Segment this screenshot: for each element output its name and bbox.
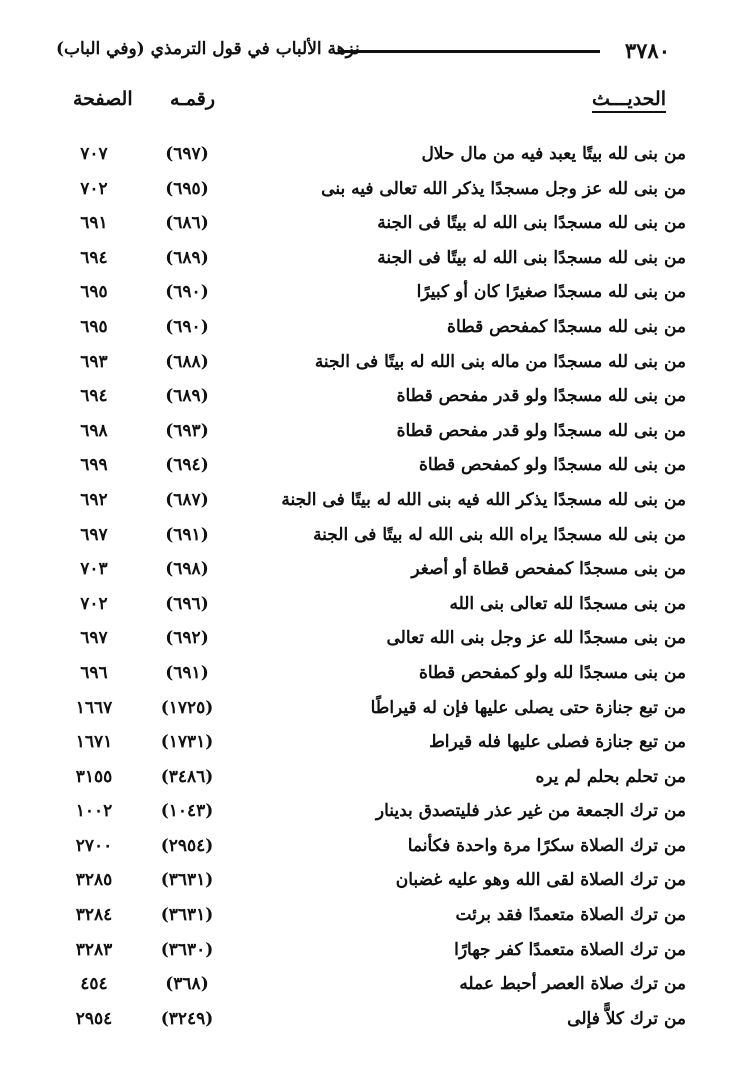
hadith-text: من ترك الصلاة متعمدًا فقد برئت (455, 905, 686, 926)
hadith-number: (٣٦٣١) (160, 870, 214, 891)
hadith-number: (٦٩٠) (165, 282, 209, 303)
running-header (56, 38, 670, 64)
book-title: نزهة الألباب في قول الترمذي (وفي الباب) (56, 39, 360, 59)
hadith-number: (٦٩٤) (165, 455, 209, 476)
index-row (56, 832, 686, 867)
hadith-text: من بنى لله عز وجل مسجدًا يذكر الله تعالى فيه بنى (321, 178, 686, 199)
index-row (56, 970, 686, 1005)
page-reference: ٦٩٧ (80, 628, 108, 649)
hadith-number: (٣٦٨) (165, 974, 209, 995)
page-reference: ٣٢٨٤ (75, 905, 113, 926)
hadith-text: من تحلم بحلم لم يره (535, 766, 686, 787)
hadith-number: (٦٨٩) (165, 386, 209, 407)
hadith-number: (٦٨٧) (165, 489, 209, 510)
hadith-number: (٦٩٥) (165, 178, 209, 199)
page-reference: ٦٩٨ (80, 420, 108, 441)
index-row (56, 175, 686, 210)
page-reference: ١٦٧١ (75, 732, 113, 753)
hadith-number: (٦٨٨) (165, 351, 209, 372)
hadith-number: (٣٦٣٠) (160, 939, 214, 960)
index-row (56, 1005, 686, 1040)
index-row (56, 313, 686, 348)
page-number: ٣٧٨٠ (624, 38, 670, 63)
hadith-number: (٦٩٧) (165, 144, 209, 164)
index-row (56, 901, 686, 936)
index-row (56, 140, 686, 175)
index-row (56, 244, 686, 279)
hadith-number: (٦٩٠) (165, 316, 209, 337)
index-row (56, 797, 686, 832)
page-reference: ٤٥٤ (80, 974, 108, 995)
index-row (56, 451, 686, 486)
index-row (56, 417, 686, 452)
page-reference: ٦٩٤ (80, 386, 108, 407)
index-row (56, 694, 686, 729)
hadith-index-list (56, 140, 686, 1039)
hadith-text: من بنى لله مسجدًا كمفحص قطاة (447, 316, 686, 337)
column-header-page: الصفحة (73, 88, 133, 110)
page-reference: ٢٧٠٠ (75, 835, 113, 856)
page-reference: ٦٩٣ (80, 351, 108, 372)
page-reference: ٦٩٥ (80, 316, 108, 337)
hadith-text: من ترك كلاًّ فإلى (567, 1008, 686, 1029)
hadith-text: من بنى لله بيتًا يعبد فيه من مال حلال (421, 144, 686, 164)
index-row (56, 521, 686, 556)
hadith-text: من بنى لله مسجدًا بنى الله له بيتًا فى الجنة (377, 247, 686, 268)
hadith-text: من بنى مسجدًا لله عز وجل بنى الله تعالى (386, 628, 686, 649)
hadith-text: من بنى لله مسجدًا ولو قدر مفحص قطاة (396, 386, 686, 407)
hadith-text: من بنى مسجدًا لله ولو كمفحص قطاة (418, 662, 686, 683)
header-rule (338, 50, 600, 53)
index-row (56, 659, 686, 694)
hadith-number: (١٧٢٥) (160, 697, 214, 718)
hadith-text: من بنى لله مسجدًا يراه الله بنى الله له بيتًا فى الجنة (313, 524, 686, 545)
page-reference: ٦٩١ (80, 213, 108, 234)
index-row (56, 936, 686, 971)
hadith-number: (٦٩١) (165, 662, 209, 683)
column-header-number: رقمـه (170, 88, 215, 110)
index-row (56, 278, 686, 313)
index-row (56, 624, 686, 659)
page-reference: ٢٩٥٤ (75, 1008, 113, 1029)
hadith-number: (٣٢٤٩) (160, 1008, 214, 1029)
hadith-text: من ترك الصلاة متعمدًا كفر جهارًا (454, 939, 686, 960)
page-reference: ٦٩٥ (80, 282, 108, 303)
page-reference: ٣٢٨٣ (75, 939, 113, 960)
hadith-number: (٦٩٢) (165, 628, 209, 649)
hadith-text: من ترك الصلاة سكرًا مرة واحدة فكأنما (407, 835, 686, 856)
index-row (56, 382, 686, 417)
page-reference: ٣١٥٥ (75, 766, 113, 787)
index-row (56, 348, 686, 383)
hadith-number: (٦٨٩) (165, 247, 209, 268)
page-reference: ٧٠٣ (80, 559, 108, 580)
page-reference: ٧٠٢ (80, 593, 108, 614)
page-reference: ٦٩٤ (80, 247, 108, 268)
hadith-number: (٦٩٨) (165, 559, 209, 580)
hadith-number: (٣٦٣١) (160, 905, 214, 926)
index-row (56, 486, 686, 521)
page-reference: ٦٩٩ (80, 455, 108, 476)
page-reference: ٦٩٦ (80, 662, 108, 683)
column-header-hadith: الحديـــث (592, 88, 666, 113)
hadith-text: من بنى لله مسجدًا يذكر الله فيه بنى الله له بيتًا فى الجنة (281, 489, 686, 510)
hadith-text: من بنى مسجدًا لله تعالى بنى الله (449, 593, 686, 614)
hadith-number: (٦٩٦) (165, 593, 209, 614)
hadith-text: من بنى لله مسجدًا صغيرًا كان أو كبيرًا (416, 282, 686, 303)
hadith-text: من بنى لله مسجدًا ولو قدر مفحص قطاة (396, 420, 686, 441)
page-reference: ١٠٠٢ (75, 801, 113, 822)
page-reference: ٦٩٢ (80, 489, 108, 510)
hadith-number: (٦٩١) (165, 524, 209, 545)
index-row (56, 209, 686, 244)
index-row (56, 763, 686, 798)
hadith-text: من ترك الجمعة من غير عذر فليتصدق بدينار (375, 801, 686, 822)
hadith-number: (١٠٤٣) (160, 801, 214, 822)
hadith-number: (٣٤٨٦) (160, 766, 214, 787)
hadith-text: من تبع جنازة فصلى عليها فله قيراط (429, 732, 686, 753)
hadith-text: من بنى لله مسجدًا ولو كمفحص قطاة (418, 455, 686, 476)
index-row (56, 728, 686, 763)
hadith-text: من بنى مسجدًا كمفحص قطاة أو أصغر (411, 559, 686, 580)
hadith-number: (٦٨٦) (165, 213, 209, 234)
page-reference: ٧٠٧ (80, 144, 108, 164)
index-row (56, 866, 686, 901)
hadith-text: من ترك صلاة العصر أحبط عمله (459, 974, 686, 995)
index-row (56, 555, 686, 590)
hadith-number: (٢٩٥٤) (160, 835, 214, 856)
page-reference: ٧٠٢ (80, 178, 108, 199)
index-row (56, 590, 686, 625)
page-reference: ٦٩٧ (80, 524, 108, 545)
hadith-text: من بنى لله مسجدًا من ماله بنى الله له بيتًا فى الجنة (314, 351, 686, 372)
hadith-text: من بنى لله مسجدًا بنى الله له بيتًا فى الجنة (377, 213, 686, 234)
hadith-number: (٦٩٣) (165, 420, 209, 441)
hadith-text: من ترك الصلاة لقى الله وهو عليه غضبان (395, 870, 686, 891)
page-reference: ١٦٦٧ (75, 697, 113, 718)
hadith-text: من تبع جنازة حتى يصلى عليها فإن له قيراطًا (370, 697, 686, 718)
page-reference: ٣٢٨٥ (75, 870, 113, 891)
hadith-number: (١٧٣١) (160, 732, 214, 753)
